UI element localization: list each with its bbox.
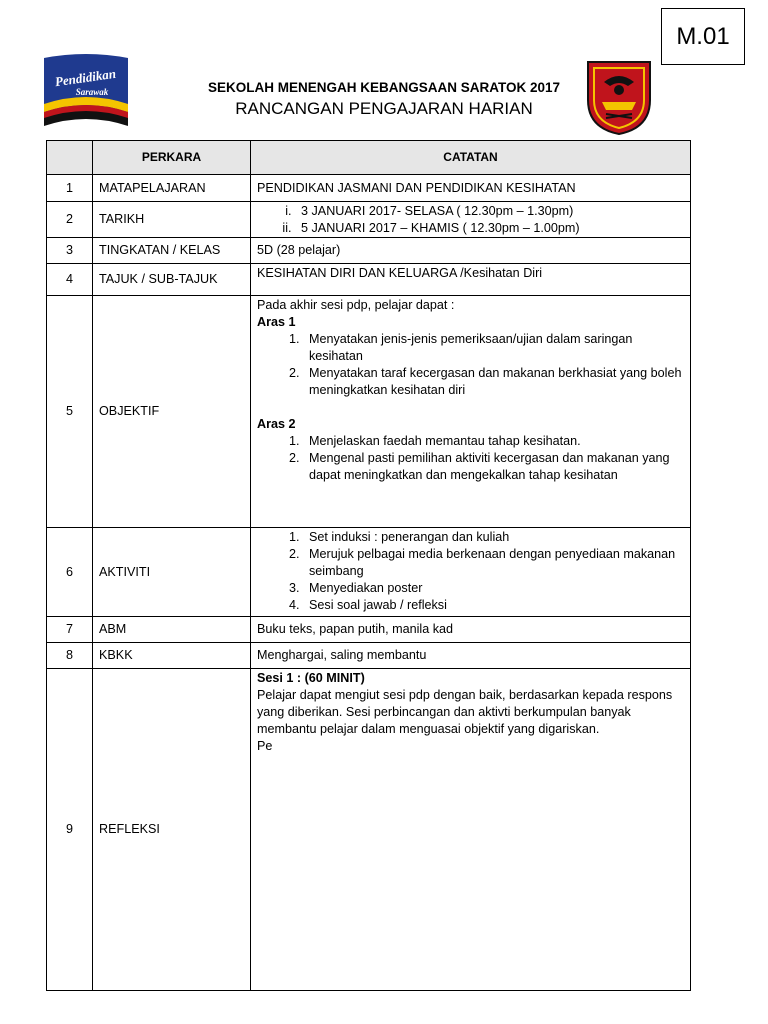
row-content	[251, 202, 691, 238]
header-perkara: PERKARA	[93, 141, 251, 175]
table-row	[47, 202, 691, 238]
row-text: KESIHATAN DIRI DAN KELUARGA /Kesihatan Diri	[251, 264, 691, 296]
row-number: 7	[47, 617, 93, 643]
row-content	[251, 528, 691, 617]
activity-list	[257, 529, 684, 614]
document-code: M.01	[661, 8, 745, 65]
session-label: Sesi 1 : (60 MINIT)	[257, 671, 365, 685]
row-label: MATAPELAJARAN	[93, 175, 251, 202]
row-number: 8	[47, 643, 93, 669]
lesson-plan-table	[46, 140, 691, 991]
row-number: 9	[47, 669, 93, 991]
date-list	[257, 203, 684, 237]
list-item: 2. Merujuk pelbagai media berkenaan dengan penyediaan makanan seimbang	[303, 546, 684, 580]
row-label: ABM	[93, 617, 251, 643]
row-text: 5D (28 pelajar)	[251, 238, 691, 264]
row-text: PENDIDIKAN JASMANI DAN PENDIDIKAN KESIHATAN	[251, 175, 691, 202]
aras-1-label: Aras 1	[257, 315, 296, 329]
date-item: ii. 5 JANUARI 2017 – KHAMIS ( 12.30pm – 1.00pm)	[295, 220, 684, 237]
row-number: 2	[47, 202, 93, 238]
table-row	[47, 175, 691, 202]
row-number: 5	[47, 296, 93, 528]
table-row	[47, 264, 691, 296]
list-item: 1. Set induksi : penerangan dan kuliah	[303, 529, 684, 546]
table-row	[47, 238, 691, 264]
document-title: RANCANGAN PENGAJARAN HARIAN	[235, 99, 533, 118]
date-item: i. 3 JANUARI 2017- SELASA ( 12.30pm – 1.30pm)	[295, 203, 684, 220]
row-number: 3	[47, 238, 93, 264]
row-content	[251, 669, 691, 991]
row-label: AKTIVITI	[93, 528, 251, 617]
pendidikan-sarawak-logo	[40, 52, 132, 130]
table-row	[47, 528, 691, 617]
row-number: 4	[47, 264, 93, 296]
row-number: 1	[47, 175, 93, 202]
reflection-text: Pelajar dapat mengiut sesi pdp dengan baik, berdasarkan kepada respons yang diberikan. Sesi perbincangan dan aktivti berkumpulan banyak membantu pelajar dalam menguasai objektif yang digariskan.	[257, 688, 673, 736]
list-item: 2. Menyatakan taraf kecergasan dan makanan berkhasiat yang boleh meningkatkan kesihatan diri	[303, 365, 684, 399]
row-content	[251, 296, 691, 528]
logo-left-line1: Pendidikan	[53, 65, 117, 90]
row-label: REFLEKSI	[93, 669, 251, 991]
aras-1-list	[257, 331, 684, 399]
objective-intro: Pada akhir sesi pdp, pelajar dapat :	[257, 298, 455, 312]
list-item: 3. Menyediakan poster	[303, 580, 684, 597]
header-catatan: CATATAN	[251, 141, 691, 175]
header-no	[47, 141, 93, 175]
logo-left-line2: Sarawak	[75, 87, 109, 97]
list-item: 2. Mengenal pasti pemilihan aktiviti kecergasan dan makanan yang dapat meningkatkan dan mengekalkan tahap kesihatan	[303, 450, 684, 484]
row-label: KBKK	[93, 643, 251, 669]
row-text: Buku teks, papan putih, manila kad	[251, 617, 691, 643]
table-row	[47, 643, 691, 669]
aras-2-label: Aras 2	[257, 417, 296, 431]
row-label: TINGKATAN / KELAS	[93, 238, 251, 264]
row-label: TAJUK / SUB-TAJUK	[93, 264, 251, 296]
list-item: 1. Menjelaskan faedah memantau tahap kesihatan.	[303, 433, 684, 450]
row-label: TARIKH	[93, 202, 251, 238]
table-row	[47, 296, 691, 528]
list-item: 4. Sesi soal jawab / refleksi	[303, 597, 684, 614]
reflection-extra: Pe	[257, 739, 273, 753]
table-row	[47, 669, 691, 991]
row-text: Menghargai, saling membantu	[251, 643, 691, 669]
row-number: 6	[47, 528, 93, 617]
school-crest-logo	[582, 56, 656, 136]
school-name: SEKOLAH MENENGAH KEBANGSAAN SARATOK 2017	[207, 80, 561, 95]
row-label: OBJEKTIF	[93, 296, 251, 528]
aras-2-list	[257, 433, 684, 484]
table-header-row	[47, 141, 691, 175]
list-item: 1. Menyatakan jenis-jenis pemeriksaan/ujian dalam saringan kesihatan	[303, 331, 684, 365]
table-row	[47, 617, 691, 643]
